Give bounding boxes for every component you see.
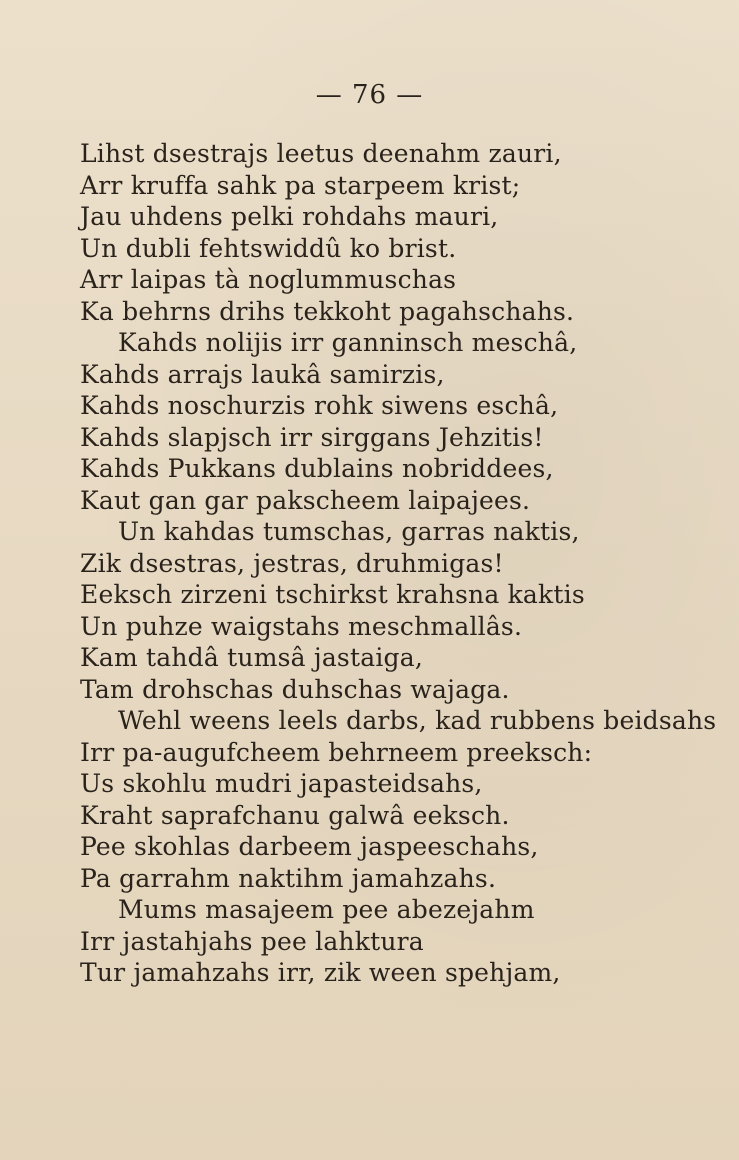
poem-line: Pee skohlas darbeem jaspeeschahs,	[80, 832, 539, 861]
poem-line: Kahds noschurzis rohk siwens eschâ,	[80, 391, 559, 420]
poem-line: Kam tahdâ tumsâ jastaiga,	[80, 643, 423, 672]
poem-line: Zik dsestras, jestras, druhmigas!	[80, 548, 504, 578]
poem-line: Jau uhdens pelki rohdahs mauri,	[80, 202, 499, 231]
poem-line: Kaut gan gar pakscheem laipajees.	[80, 485, 531, 515]
poem-line: Kahds Pukkans dublains nobriddees,	[80, 454, 554, 483]
poem-line: Arr laipas tà noglummuschas	[80, 265, 457, 294]
poem-line: Un dubli fehtswiddû ko brist.	[80, 233, 457, 263]
poem-line: Arr kruffa sahk pa starpeem krist;	[80, 170, 521, 200]
poem-line: Pa garrahm naktihm jamahzahs.	[80, 863, 497, 893]
poem-line: Lihst dsestrajs leetus deenahm zauri,	[80, 139, 562, 168]
poem-line: Mums masajeem pee abezejahm	[118, 895, 535, 924]
page-number: — 76 —	[315, 80, 424, 110]
poem-line: Wehl weens leels darbs, kad rubbens beidsahs	[118, 706, 717, 735]
poem-line: Un kahdas tumschas, garras naktis,	[118, 517, 580, 546]
poem-line: Kahds slapjsch irr sirggans Jehzitis!	[80, 422, 544, 452]
poem-line: Us skohlu mudri japasteidsahs,	[80, 769, 483, 798]
poem-line: Irr jastahjahs pee lahktura	[80, 926, 424, 956]
poem-line: Tur jamahzahs irr, zik ween spehjam,	[80, 958, 561, 987]
poem-line: Un puhze waigstahs meschmallâs.	[80, 611, 523, 641]
poem-line: Kraht saprafchanu galwâ eeksch.	[80, 800, 510, 830]
poem-line: Kahds arrajs laukâ samirzis,	[80, 359, 445, 389]
poem-line: Kahds nolijis irr ganninsch meschâ,	[118, 328, 578, 357]
poem-line: Irr pa-augufcheem behrneem preeksch:	[80, 737, 593, 767]
poem-line: Tam drohschas duhschas wajaga.	[80, 674, 510, 704]
poem-line: Ka behrns drihs tekkoht pagahschahs.	[80, 296, 575, 326]
poem-line: Eeksch zirzeni tschirkst krahsna kaktis	[80, 580, 585, 609]
poem-text	[80, 138, 720, 989]
